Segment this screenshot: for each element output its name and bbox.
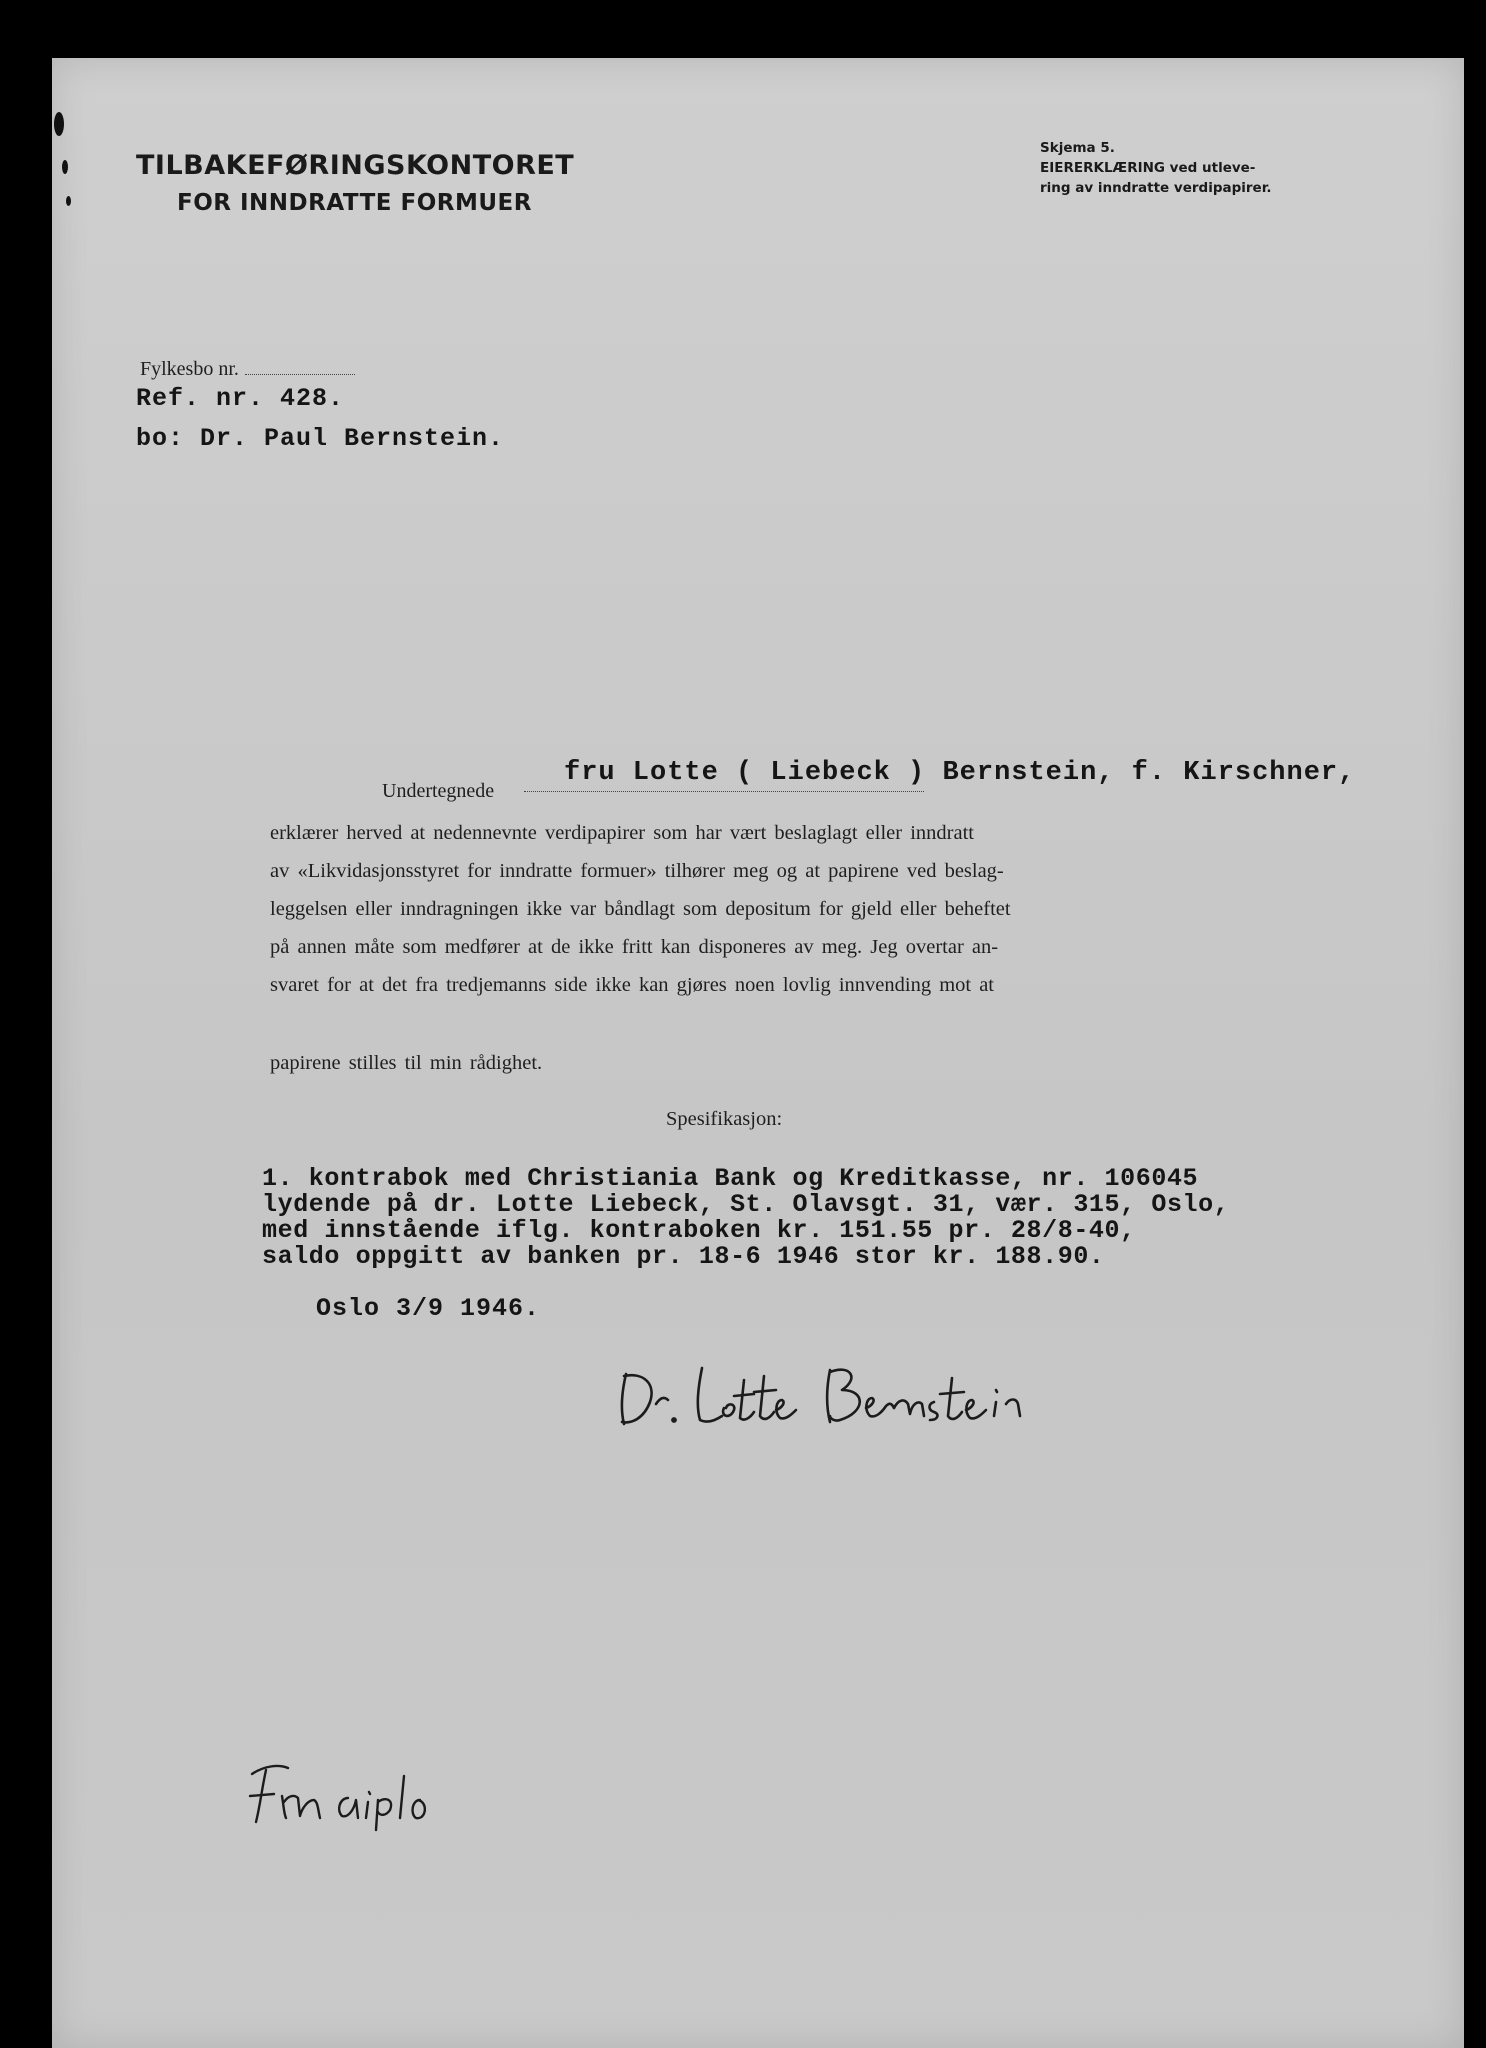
margin-note-strokes — [244, 1752, 504, 1832]
name-dotted-line — [524, 791, 924, 792]
edge-mark — [54, 112, 64, 136]
declaration-line: av «Likvidasjonsstyret for inndratte formuer» tilhører meg og at papirene ved beslag- — [270, 860, 1004, 882]
specification-line: lydende på dr. Lotte Liebeck, St. Olavsgt. 31, vær. 315, Oslo, — [262, 1190, 1230, 1219]
specification-line: med innstående iflg. kontraboken kr. 151.55 pr. 28/8-40, — [262, 1216, 1136, 1245]
declarant-name: fru Lotte ( Liebeck ) Bernstein, f. Kirschner, — [564, 758, 1356, 788]
undertegnede-label: Undertegnede — [382, 780, 495, 802]
handwritten-margin-note — [244, 1752, 504, 1837]
declaration-line: leggelsen eller inndragningen ikke var båndlagt som depositum for gjeld eller beheftet — [270, 898, 1011, 920]
organization-name: TILBAKEFØRINGSKONTORET — [136, 150, 575, 181]
declaration-line: på annen måte som medfører at de ikke fritt kan disponeres av meg. Jeg overtar an- — [270, 936, 999, 958]
declaration-line: erklærer herved at nedennevnte verdipapirer som har vært beslaglagt eller inndratt — [270, 822, 974, 844]
estate-name: bo: Dr. Paul Bernstein. — [136, 424, 505, 453]
fylkesbo-blank — [245, 358, 355, 375]
handwritten-signature — [604, 1346, 1104, 1441]
document-page — [52, 58, 1464, 2048]
form-identifier — [1040, 138, 1272, 198]
organization-subtitle: FOR INNDRATTE FORMUER — [177, 190, 532, 216]
specification-line: saldo oppgitt av banken pr. 18-6 1946 stor kr. 188.90. — [262, 1242, 1105, 1271]
fylkesbo-label: Fylkesbo nr. — [140, 358, 239, 380]
edge-mark — [66, 196, 71, 206]
declaration-line: svaret for at det fra tredjemanns side ikke kan gjøres noen lovlig innvending mot at — [270, 974, 995, 996]
fylkesbo-field — [140, 358, 355, 381]
form-title: EIERERKLÆRING ved utleve- — [1040, 160, 1256, 176]
signature-strokes — [604, 1346, 1104, 1436]
reference-number: Ref. nr. 428. — [136, 384, 345, 413]
form-number: Skjema 5. — [1040, 140, 1115, 156]
specification-title: Spesifikasjon: — [666, 1108, 783, 1130]
edge-mark — [62, 160, 68, 174]
declaration-line: papirene stilles til min rådighet. — [270, 1052, 543, 1074]
form-title-cont: ring av inndratte verdipapirer. — [1040, 180, 1272, 196]
place-date: Oslo 3/9 1946. — [316, 1294, 541, 1323]
specification-line: 1. kontrabok med Christiania Bank og Kreditkasse, nr. 106045 — [262, 1164, 1199, 1193]
